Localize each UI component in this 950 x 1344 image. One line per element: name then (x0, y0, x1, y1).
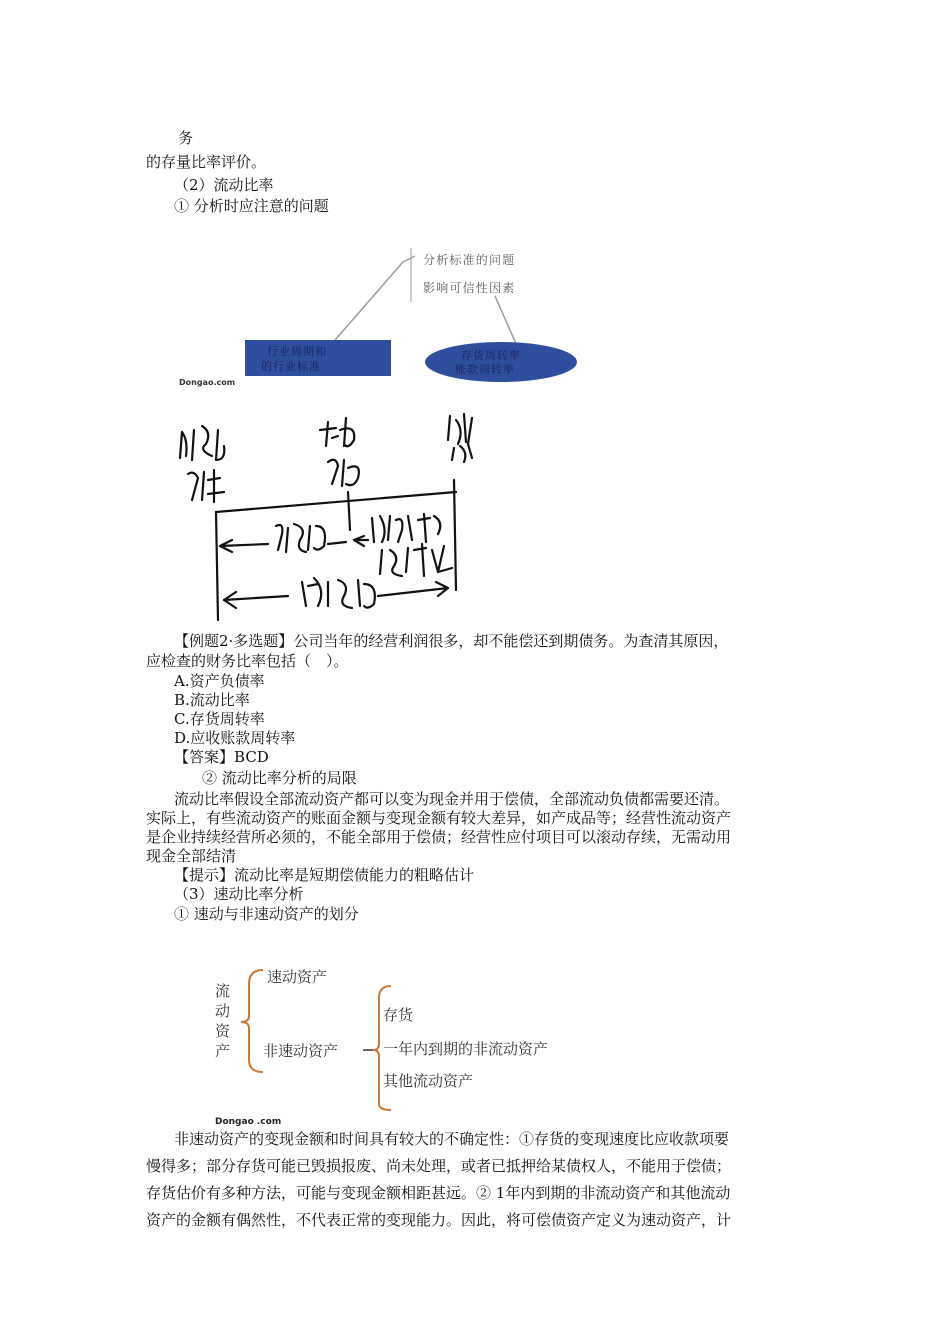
analysis-issues-diagram (175, 240, 595, 395)
heading-current-ratio: （2）流动比率 (174, 176, 274, 194)
watermark-1: Dongao.com (179, 378, 236, 387)
connector-left (335, 262, 403, 340)
tip-text: 流动比率是短期偿债能力的粗略估计 (234, 866, 475, 884)
final-line-1: 非速动资产的变现金额和时间具有较大的不确定性：①存货的变现速度比应收款项要 (174, 1130, 730, 1148)
quick-assets-diagram (205, 960, 625, 1130)
option-c: C.存货周转率 (174, 710, 265, 728)
branch-quick: 速动资产 (267, 968, 328, 986)
question-tag: 【例题2·多选题】 (174, 632, 294, 650)
sketch-left-vertical (216, 512, 218, 620)
sketch-receivable-period (372, 514, 440, 542)
root-char-4: 产 (215, 1042, 231, 1060)
leaf-noncurrent-within-year: 一年内到期的非流动资产 (383, 1040, 549, 1058)
right-ellipse-line-1: 存货周转率 (461, 349, 521, 362)
text-fragment-wu: 务 (178, 129, 194, 147)
answer-line (174, 747, 269, 767)
connector-right (495, 296, 517, 346)
option-a: A.资产负债率 (174, 672, 265, 690)
sketch-label-buy-inventory (180, 426, 224, 502)
answer-tag: 【答案】 (174, 748, 235, 766)
bracket-root (241, 970, 263, 1072)
right-ellipse (425, 342, 577, 382)
option-b: B.流动比率 (174, 691, 250, 709)
subheading-quick-division: ① 速动与非速动资产的划分 (174, 905, 359, 923)
limitations-line-1: 流动比率假设全部流动资产都可以变为现金并用于偿债，全部流动负债都需要还清。 (174, 790, 730, 808)
right-ellipse-line-2: 账款周转率 (455, 363, 515, 376)
sketch-label-collect-cash (448, 414, 472, 462)
leaf-other-current: 其他流动资产 (383, 1072, 474, 1090)
sketch-inventory-period (276, 524, 325, 552)
question-text-1: 公司当年的经营利润很多，却不能偿还到期债务。为查清其原因， (293, 632, 729, 650)
root-char-1: 流 (215, 982, 231, 1000)
subheading-analysis-issues: ① 分析时应注意的问题 (174, 197, 329, 215)
question-line-1 (174, 631, 728, 651)
answer-value: BCD (234, 748, 269, 766)
question-text-2: 应检查的财务比率包括（ ）。 (146, 652, 349, 670)
final-line-4: 资产的金额有偶然性，不代表正常的变现能力。因此，将可偿债资产定义为速动资产，计 (146, 1211, 732, 1229)
tip-line (174, 865, 474, 885)
limitations-line-4: 现金全部结清 (146, 847, 237, 865)
limitations-line-3: 是企业持续经营所必须的，不能全部用于偿债；经营性应付项目可以滚动存续，无需动用 (146, 828, 732, 846)
operating-cycle-sketch (168, 400, 488, 625)
top-box-line-2: 影响可信性因素 (423, 281, 516, 295)
sketch-label-sell-inventory (320, 418, 359, 486)
heading-quick-ratio: （3）速动比率分析 (174, 885, 304, 903)
text-cunliang: 的存量比率评价。 (146, 153, 267, 171)
left-box-line-1: 行业周期和 (267, 345, 327, 358)
root-char-2: 动 (215, 1002, 231, 1020)
watermark-2: Dongao .com (215, 1117, 282, 1127)
sketch-mid-vertical (348, 492, 350, 530)
root-char-3: 资 (215, 1022, 231, 1040)
final-line-3: 存货估价有多种方法，可能与变现金额相距甚远。② 1年内到期的非流动资产和其他流动 (146, 1184, 731, 1202)
limitations-heading: ② 流动比率分析的局限 (202, 769, 357, 787)
left-box-line-2: 的行业标准 (261, 360, 321, 373)
sketch-operating-cycle (302, 578, 375, 608)
sketch-right-vertical (454, 480, 456, 590)
option-d: D.应收账款周转率 (174, 729, 296, 747)
leaf-inventory: 存货 (383, 1006, 414, 1024)
branch-nonquick: 非速动资产 (263, 1042, 339, 1060)
tip-tag: 【提示】 (174, 866, 235, 884)
final-line-2: 慢得多；部分存货可能已毁损报废、尚未处理，或者已抵押给某债权人，不能用于偿债； (146, 1157, 732, 1175)
limitations-line-2: 实际上，有些流动资产的账面金额与变现金额有较大差异，如产成品等；经营性流动资产 (146, 809, 732, 827)
top-box-line-1: 分析标准的问题 (423, 253, 516, 267)
